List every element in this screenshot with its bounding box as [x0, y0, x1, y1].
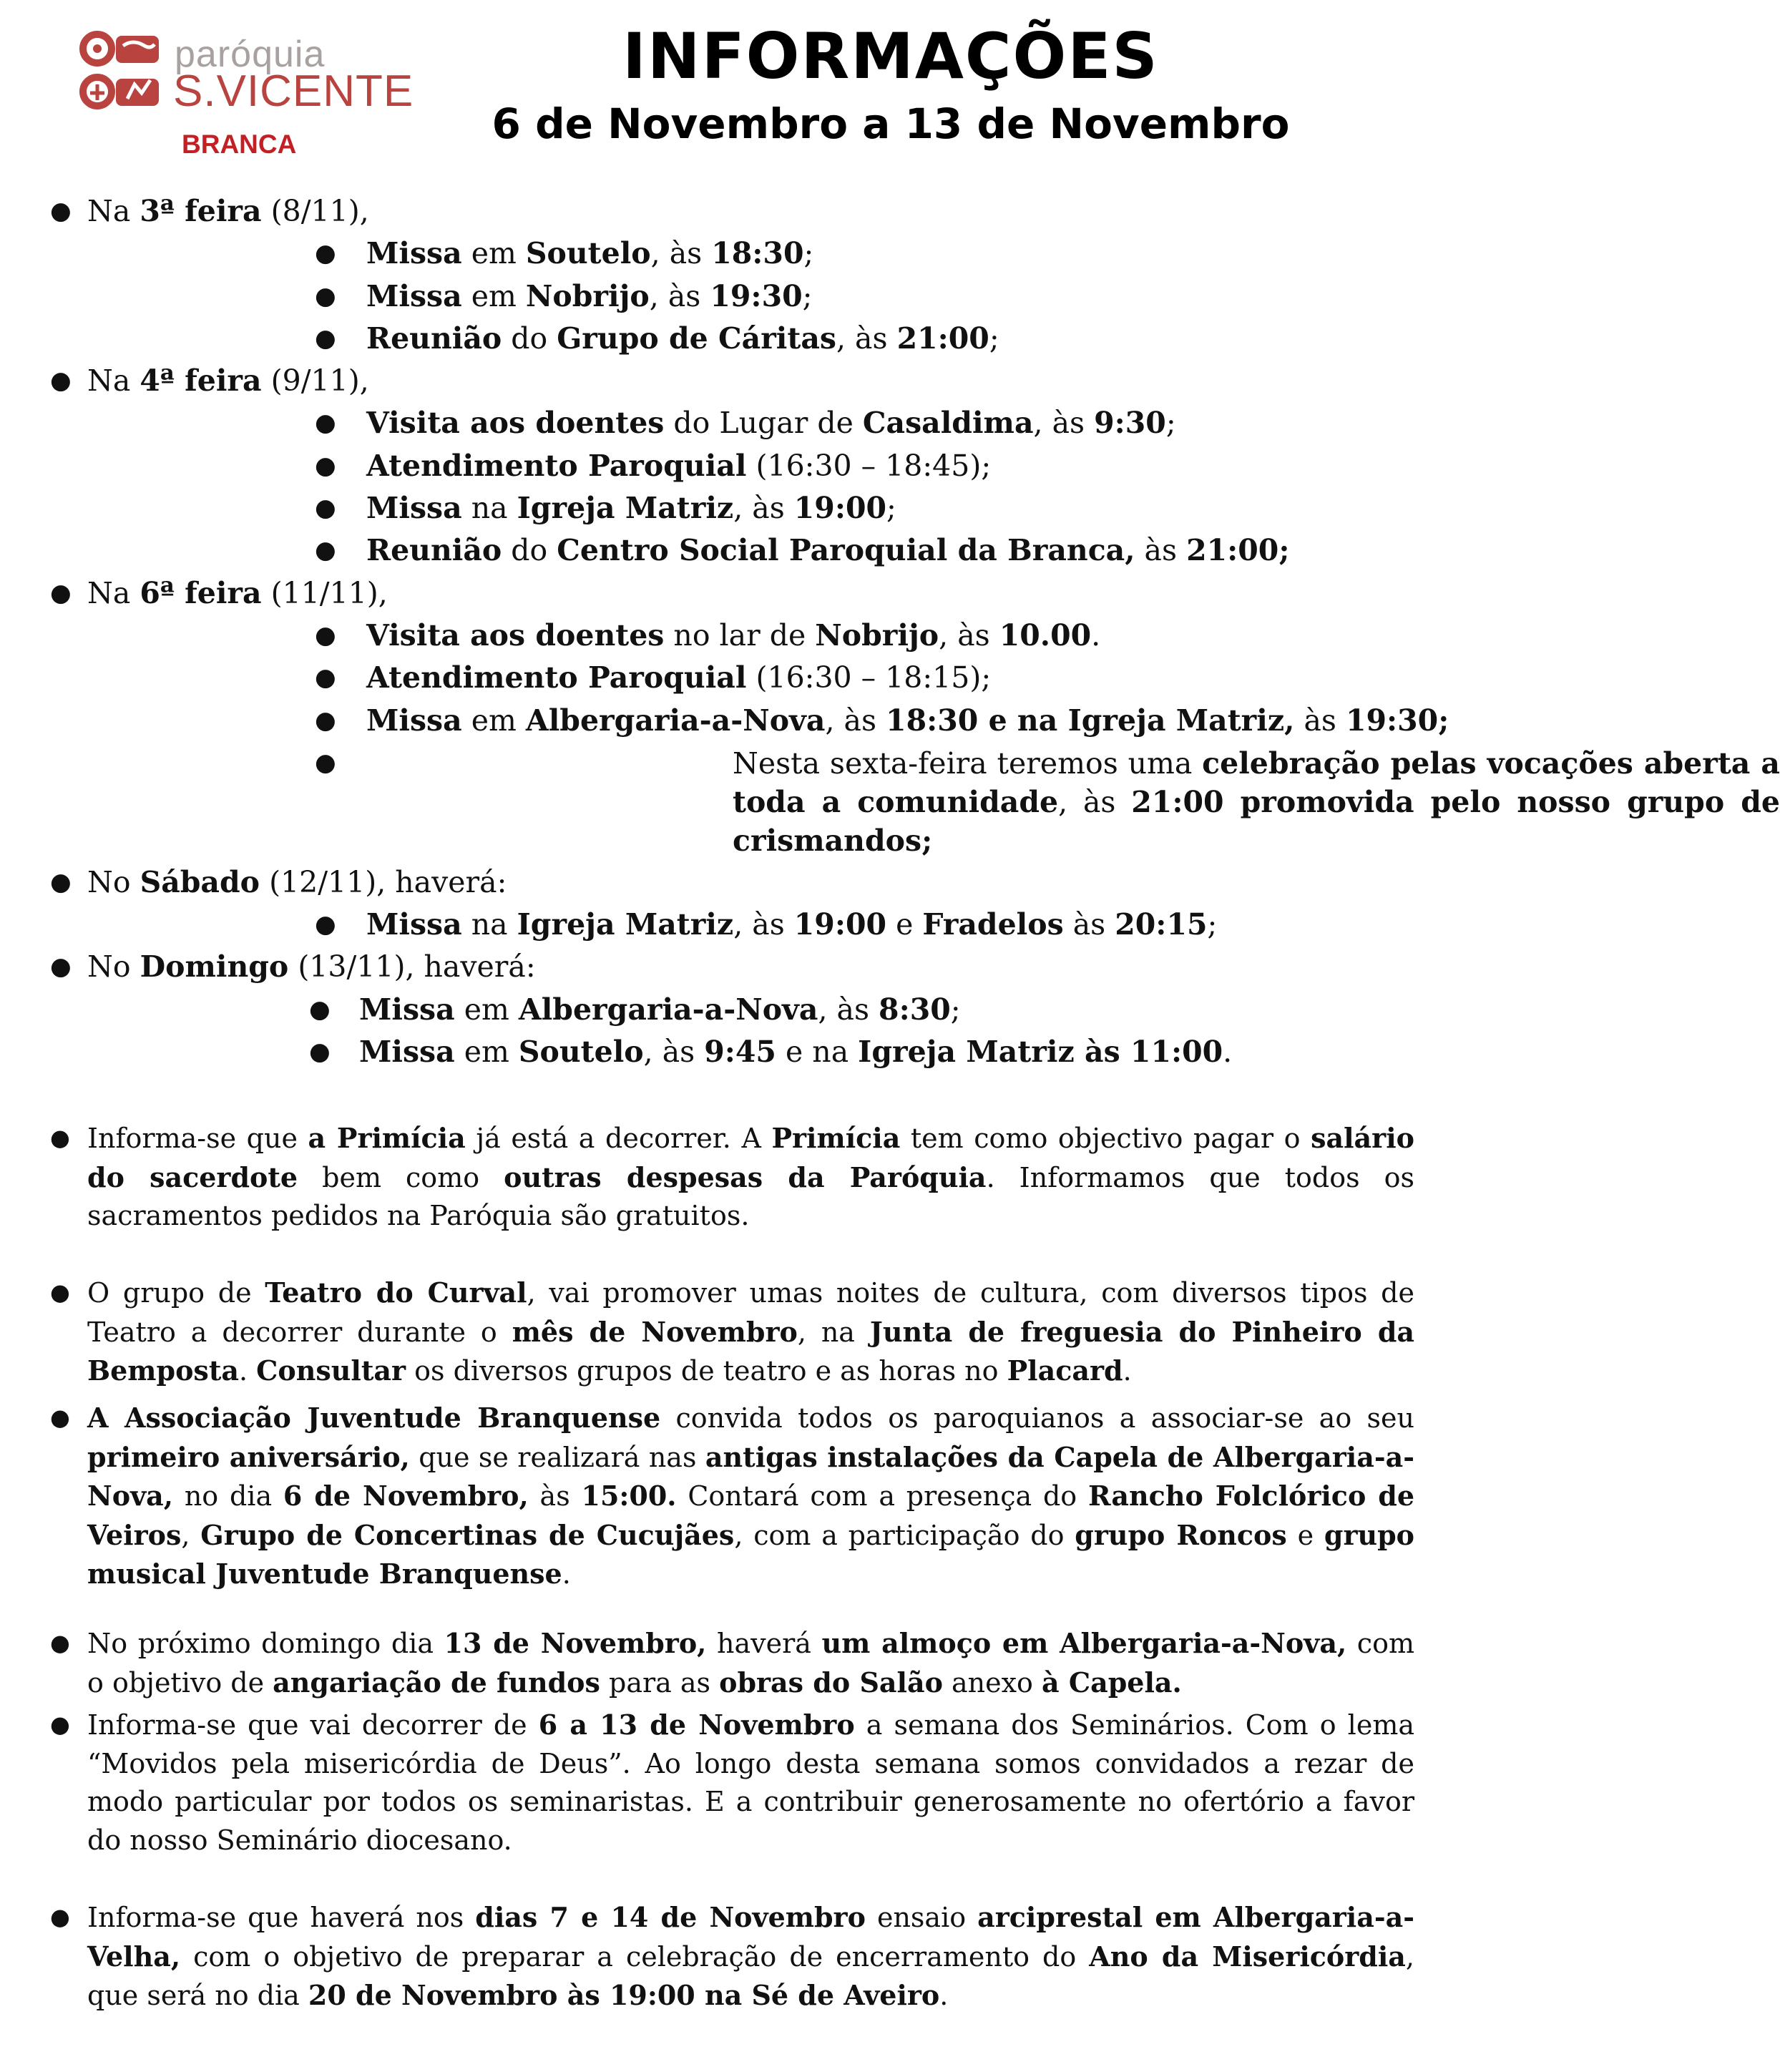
text: e na [776, 1035, 859, 1070]
notice-item [0, 1898, 1465, 2015]
bullet-icon: ● [315, 748, 336, 777]
bold-text: Visita aos doentes [366, 617, 665, 653]
text: na [461, 907, 517, 942]
bullet-icon: ● [50, 1629, 70, 1656]
text: com o objetivo de preparar a celebração de encerramento do [180, 1940, 1090, 1973]
bullet-icon: ● [315, 281, 336, 311]
text: Nesta sexta-feira teremos uma [733, 746, 1203, 781]
text: . [239, 1355, 257, 1387]
logo-text-branca: BRANCA [182, 130, 297, 159]
schedule-item [0, 700, 1465, 742]
bold-text: Consultar [256, 1354, 406, 1387]
schedule-day [0, 190, 1465, 233]
text: No [87, 864, 140, 899]
text: do [502, 533, 557, 568]
bold-text: arciprestal em Albergaria-a-Velha, [87, 1901, 1415, 1973]
text: ; [802, 278, 813, 313]
bold-text: celebração pelas vocações aberta a toda a comunidade [733, 746, 1780, 819]
notice-item [0, 1706, 1465, 1860]
bullet-icon: ● [50, 1903, 70, 1930]
bold-text: Missa [359, 992, 455, 1027]
text: (12/11), haverá: [260, 864, 507, 899]
bold-text: Rancho Folclórico de Veiros [87, 1480, 1414, 1551]
bold-text: outras despesas da Paróquia [504, 1160, 987, 1193]
logo-text-paroquia: paróquia [175, 34, 326, 75]
schedule-item [0, 233, 1465, 275]
text: . [1123, 1355, 1132, 1387]
page-title: INFORMAÇÕES [622, 19, 1159, 93]
notice-item [0, 1624, 1465, 1702]
bold-text: Igreja Matriz às 11:00 [858, 1035, 1223, 1070]
bullet-icon: ● [50, 1404, 70, 1431]
bold-text: 21:00; [1186, 533, 1290, 568]
bullet-icon: ● [50, 578, 72, 607]
bold-text: Albergaria-a-Nova [525, 703, 826, 738]
bold-text: Grupo de Cáritas [557, 321, 836, 356]
schedule-item [0, 989, 1465, 1031]
page-subtitle: 6 de Novembro a 13 de Novembro [492, 99, 1290, 148]
text: (8/11), [261, 194, 369, 228]
bold-text: grupo Roncos [1075, 1518, 1287, 1551]
schedule-item [0, 1031, 1465, 1073]
text: para as [600, 1666, 720, 1699]
bold-text: 19:00 [793, 907, 887, 942]
bold-text: Atendimento Paroquial [366, 660, 747, 695]
schedule-item-text [366, 233, 813, 275]
bold-text: Fradelos [922, 907, 1064, 942]
bold-text: Missa [359, 1035, 455, 1070]
notice-text [87, 1624, 1414, 1702]
bullet-icon: ● [315, 494, 336, 523]
schedule-item [0, 529, 1465, 572]
text: em [461, 278, 526, 313]
schedule-item [0, 318, 1465, 360]
notice-text [87, 1898, 1414, 2015]
bullet-icon: ● [315, 536, 336, 565]
text: ; [1207, 907, 1218, 942]
text: ensaio [865, 1902, 978, 1933]
bold-text: Atendimento Paroquial [366, 448, 747, 483]
bold-text: 6ª feira [140, 575, 262, 610]
text: , às [836, 321, 897, 356]
bold-text: Primícia [771, 1122, 901, 1154]
logo-text-sao-vicente: S.VICENTE [173, 67, 414, 116]
schedule-item-text [366, 657, 991, 699]
text: às [1294, 703, 1346, 738]
text: (9/11), [261, 363, 369, 399]
text: , [181, 1519, 201, 1551]
bullet-icon: ● [309, 995, 331, 1024]
text: do [502, 321, 557, 356]
text: Na [87, 575, 140, 610]
text: Informa-se que [87, 1123, 308, 1154]
text: Informa-se que haverá nos [87, 1902, 476, 1933]
text: Contará com a presença do [676, 1480, 1088, 1513]
text: Na [87, 363, 140, 399]
bold-text: 18:30 [711, 236, 804, 271]
schedule-item-text [366, 402, 1176, 444]
text: , às [825, 703, 886, 738]
parish-logo-icon [77, 27, 163, 113]
bold-text: 9:45 [704, 1035, 776, 1070]
bold-text: 13 de Novembro, [444, 1627, 707, 1659]
bold-text: 19:00 [793, 491, 887, 526]
bold-text: Teatro do Curval [265, 1276, 527, 1309]
bold-text: Grupo de Concertinas de Cucujães [200, 1518, 735, 1551]
text: Na [87, 194, 140, 228]
bold-text: Igreja Matriz [517, 491, 734, 526]
notice-text [87, 1706, 1414, 1860]
text: em [454, 1035, 519, 1070]
text: (16:30 – 18:45); [746, 448, 992, 483]
schedule-item-text [366, 275, 812, 318]
bullet-icon: ● [315, 239, 336, 268]
bold-text: salário do sacerdote [87, 1122, 1414, 1193]
bold-text: mês de Novembro [512, 1315, 798, 1348]
bold-text: Missa [366, 491, 462, 526]
bold-text: Visita aos doentes [366, 406, 665, 441]
bold-text: Albergaria-a-Nova [518, 992, 818, 1027]
schedule-day [0, 861, 1465, 904]
bold-text: grupo musical Juventude Branquense [87, 1518, 1415, 1590]
text: , às [733, 491, 794, 526]
bold-text: 15:00. [581, 1480, 677, 1513]
weekly-schedule [0, 190, 1780, 1073]
text: , às [1058, 784, 1132, 819]
bold-text: 19:30 [710, 278, 803, 313]
text: já está a decorrer. A [465, 1123, 772, 1154]
text: , às [643, 1035, 705, 1070]
bold-text: 20 de Novembro às 19:00 na Sé de Aveiro [308, 1979, 940, 2012]
bold-text: Reunião [366, 321, 502, 356]
text: . [1223, 1035, 1233, 1070]
schedule-day-text [87, 946, 536, 988]
schedule-item-text [366, 318, 999, 360]
bullet-icon: ● [50, 952, 72, 982]
bullet-icon: ● [315, 451, 336, 480]
bullet-icon: ● [50, 1711, 70, 1738]
text: haverá [706, 1628, 822, 1659]
schedule-item [0, 904, 1465, 946]
bold-text: 10.00 [999, 617, 1092, 653]
text: . [939, 1980, 949, 2012]
bold-text: 18:30 e na Igreja Matriz, [886, 703, 1295, 738]
bold-text: Missa [366, 278, 462, 313]
text: às [528, 1480, 582, 1513]
text: na [461, 491, 517, 526]
bold-text: Missa [366, 907, 462, 942]
bold-text: A Associação Juventude Branquense [87, 1402, 661, 1434]
bullet-icon: ● [50, 1279, 70, 1306]
text: em [461, 703, 526, 738]
bold-text: obras do Salão [719, 1666, 943, 1699]
text: Informa-se que vai decorrer de [87, 1709, 539, 1741]
schedule-day-text [87, 861, 507, 904]
schedule-item-text [366, 904, 1217, 946]
text: , com a participação do [734, 1519, 1075, 1551]
text: no lar de [664, 617, 816, 653]
text: (13/11), haverá: [288, 949, 536, 984]
bullet-icon: ● [50, 366, 72, 396]
text: , às [650, 236, 712, 271]
text: (11/11), [261, 575, 388, 610]
bullet-icon: ● [309, 1037, 331, 1067]
schedule-item-text [733, 742, 1780, 861]
text: que se realizará nas [409, 1441, 705, 1473]
bold-text: à Capela. [1042, 1666, 1182, 1699]
text: , na [797, 1316, 870, 1348]
notice-text [87, 1119, 1414, 1236]
bold-text: 19:30; [1345, 703, 1449, 738]
text: , às [818, 992, 879, 1027]
text: O grupo de [87, 1277, 265, 1309]
bold-text: Soutelo [525, 236, 651, 271]
schedule-item-text [359, 1031, 1232, 1073]
notice-item [0, 1399, 1465, 1594]
notice-text [87, 1399, 1414, 1594]
bold-text: primeiro aniversário, [87, 1440, 410, 1473]
bold-text: 8:30 [879, 992, 951, 1027]
text: em [454, 992, 519, 1027]
text: e [886, 907, 923, 942]
bold-text: angariação de fundos [273, 1666, 600, 1699]
bold-text: Centro Social Paroquial da Branca, [557, 533, 1135, 568]
text: em [461, 236, 526, 271]
schedule-item-text [366, 529, 1289, 572]
bold-text: 3ª feira [140, 194, 262, 228]
text: ; [950, 992, 961, 1027]
schedule-item-text [366, 487, 896, 529]
bullet-icon: ● [315, 620, 336, 650]
bold-text: 6 a 13 de Novembro [538, 1709, 855, 1741]
text: , às [733, 907, 794, 942]
bold-text: Junta de freguesia do Pinheiro da Bemposta [87, 1315, 1415, 1387]
text: . [562, 1558, 571, 1590]
text: no dia [173, 1480, 283, 1513]
text: tem como objectivo pagar o [900, 1123, 1311, 1154]
notice-item [0, 1274, 1465, 1391]
text: , às [1033, 406, 1095, 441]
text: ; [803, 236, 814, 271]
bullet-icon: ● [315, 910, 336, 939]
notice-item [0, 1119, 1465, 1236]
text: ; [1165, 406, 1176, 441]
schedule-item [0, 657, 1465, 699]
schedule-item [0, 402, 1465, 444]
text: a semana dos Seminários. Com o lema “Movidos pela misericórdia de Deus”. Ao longo desta semana somos convidados a rezar de modo particular por todos os seminaristas. E a contribuir generosamente no ofertório a favor do nosso Seminário diocesano. [87, 1709, 1415, 1856]
schedule-item [0, 615, 1465, 657]
bold-text: Sábado [140, 864, 260, 899]
bold-text: Missa [366, 703, 462, 738]
text: , que será no dia [87, 1940, 1414, 2012]
bold-text: Soutelo [518, 1035, 644, 1070]
text: bem como [298, 1161, 504, 1193]
schedule-day-text [87, 360, 369, 402]
schedule-day [0, 572, 1465, 615]
bold-text: 20:15 [1115, 907, 1208, 942]
text: às [1135, 533, 1187, 568]
text: , às [939, 617, 999, 653]
bold-text: 21:00 promovida pelo nosso grupo de crismandos; [733, 784, 1780, 858]
bullet-icon: ● [50, 1124, 70, 1151]
bold-text: Igreja Matriz [517, 907, 734, 942]
schedule-item [0, 487, 1465, 529]
bullet-icon: ● [315, 409, 336, 438]
bold-text: 4ª feira [140, 363, 262, 399]
schedule-item-text [366, 445, 991, 487]
bold-text: dias 7 e 14 de Novembro [475, 1901, 866, 1933]
text: (16:30 – 18:15); [746, 660, 992, 695]
bold-text: Nobrijo [525, 278, 650, 313]
text: com o objetivo de [87, 1628, 1414, 1699]
bold-text: 6 de Novembro, [283, 1480, 529, 1513]
text: . [1091, 617, 1101, 653]
text: ; [886, 491, 896, 526]
bold-text: 21:00 [896, 321, 989, 356]
text: . Informamos que todos os sacramentos pedidos na Paróquia são gratuitos. [87, 1161, 1414, 1232]
bold-text: um almoço em Albergaria-a-Nova, [821, 1627, 1347, 1659]
text: os diversos grupos de teatro e as horas no [406, 1355, 1007, 1387]
text: No próximo domingo dia [87, 1628, 444, 1659]
schedule-day-text [87, 190, 369, 233]
bold-text: antigas instalações da Capela de Albergaria-a-Nova, [87, 1440, 1415, 1513]
text: anexo [942, 1666, 1042, 1699]
parish-logo [77, 24, 414, 160]
bold-text: Casaldima [862, 406, 1034, 441]
text: , vai promover umas noites de cultura, com diversos tipos de Teatro a decorrer durante o [87, 1277, 1414, 1348]
bold-text: Placard [1007, 1354, 1123, 1387]
bullet-icon: ● [315, 663, 336, 693]
schedule-day-text [87, 572, 388, 615]
schedule-item [0, 275, 1465, 318]
schedule-item [0, 445, 1465, 487]
bullet-icon: ● [50, 867, 72, 896]
schedule-item-text [366, 615, 1100, 657]
bold-text: Missa [366, 236, 462, 271]
schedule-item-text [366, 700, 1449, 742]
text: ; [989, 321, 999, 356]
schedule-day [0, 360, 1465, 402]
text: às [1063, 907, 1115, 942]
bold-text: Nobrijo [815, 617, 939, 653]
text: convida todos os paroquianos a associar-se ao seu [660, 1402, 1414, 1434]
schedule-day [0, 946, 1465, 988]
bold-text: Domingo [140, 949, 289, 984]
bold-text: Reunião [366, 533, 502, 568]
schedule-item [0, 742, 1780, 861]
bullet-icon: ● [315, 705, 336, 735]
text: e [1286, 1519, 1324, 1551]
bold-text: 9:30 [1094, 406, 1166, 441]
text: No [87, 949, 140, 984]
notice-text [87, 1274, 1414, 1391]
schedule-item-text [359, 989, 961, 1031]
bullet-icon: ● [315, 323, 336, 353]
bold-text: Ano da Misericórdia [1089, 1940, 1406, 1973]
bold-text: a Primícia [308, 1122, 466, 1154]
text: , às [649, 278, 710, 313]
bullet-icon: ● [50, 197, 72, 225]
text: do Lugar de [664, 406, 863, 441]
